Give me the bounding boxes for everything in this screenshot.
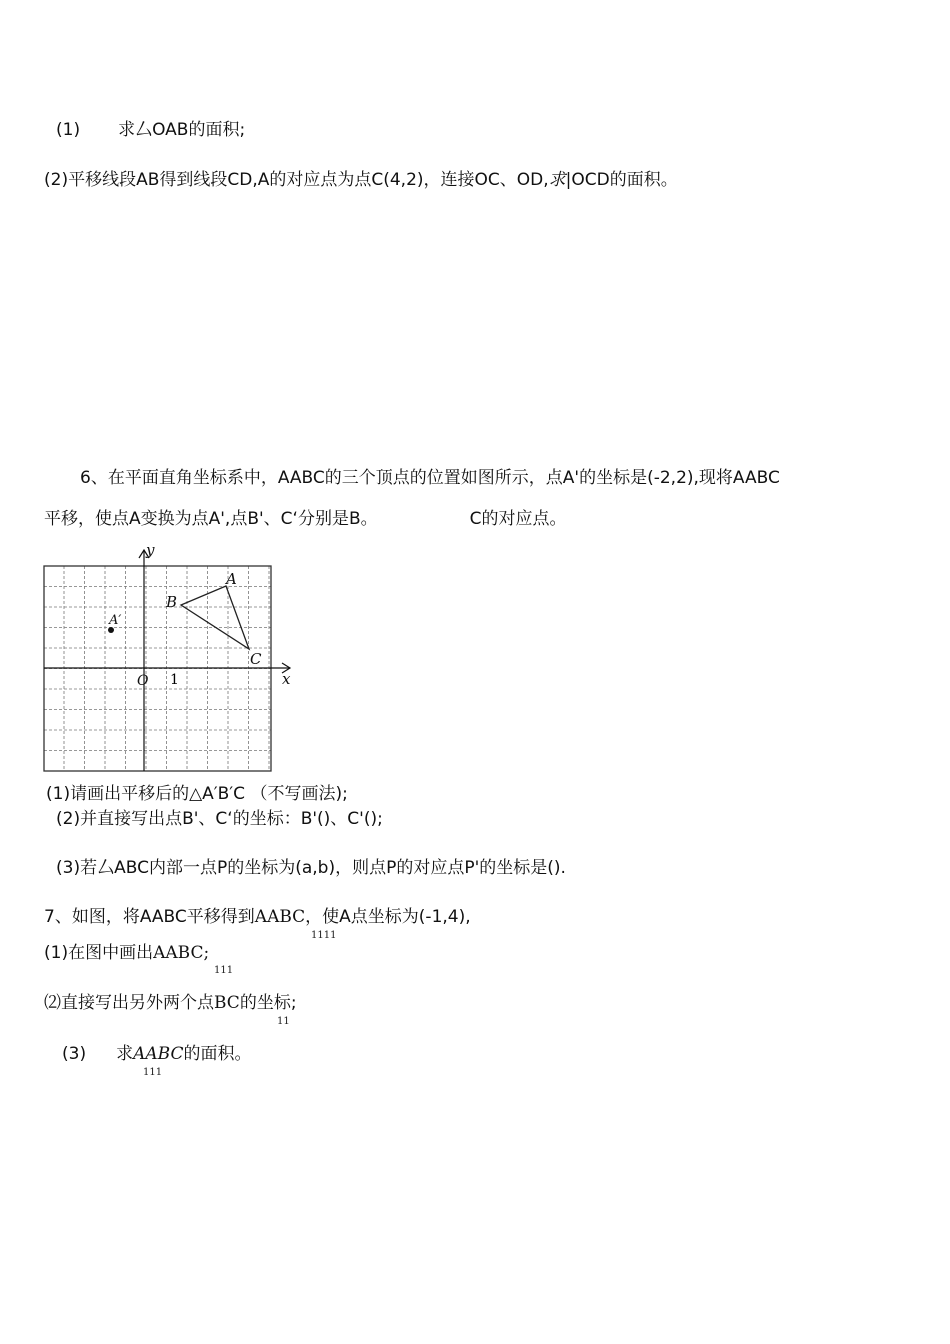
q6-line2 bbox=[44, 511, 566, 528]
q7-line1-a: 7、如图，将AABC平移得到 bbox=[44, 907, 255, 927]
label-one: 1 bbox=[170, 672, 179, 688]
q7-part2-subscript: 11 bbox=[277, 1016, 290, 1027]
label-a: A bbox=[226, 570, 237, 588]
q7-part3-subscript: 111 bbox=[143, 1067, 163, 1078]
q7-line1-subscript: 1111 bbox=[311, 930, 337, 941]
q5-part2-tail: |OCD的面积。 bbox=[565, 170, 678, 190]
coordinate-grid-figure bbox=[40, 542, 300, 777]
q5-part1-text: 求厶OAB的面积; bbox=[118, 120, 246, 140]
q7-part2 bbox=[44, 995, 297, 1012]
q7-part1-subscript: 111 bbox=[214, 965, 234, 976]
label-x: x bbox=[282, 670, 291, 688]
q6-line2-b: C的对应点。 bbox=[469, 509, 567, 529]
q7-part3-number: (3) bbox=[62, 1044, 87, 1064]
q7-part3-c: 的面积。 bbox=[183, 1044, 252, 1064]
label-y: y bbox=[146, 542, 155, 559]
q6-part2: (2)并直接写出点B'、C‘的坐标：B'()、C'(); bbox=[56, 809, 383, 829]
q7-part1-a: (1)在图中画出 bbox=[44, 943, 154, 963]
q7-part1-b: AABC; bbox=[153, 943, 210, 963]
q5-part1-number: (1) bbox=[56, 120, 81, 140]
q7-part2-a: ⑵直接写出另外两个点 bbox=[44, 993, 214, 1013]
q5-part2 bbox=[44, 172, 678, 189]
label-c: C bbox=[250, 650, 262, 668]
q7-part2-c: 的坐标; bbox=[239, 993, 297, 1013]
q7-line1-c: ，使A点坐标为(-1,4), bbox=[305, 907, 471, 927]
q6-part1: (1)请画出平移后的△A′B′C （不写画法); bbox=[46, 784, 348, 804]
q6-part3: (3)若厶ABC内部一点P的坐标为(a,b)，则点P的对应点P'的坐标是(). bbox=[56, 858, 566, 878]
q7-line1-b: AABC bbox=[254, 907, 306, 927]
q5-part2-text: (2)平移线段AB得到线段CD,A的对应点为点C(4,2)，连接OC、OD, bbox=[44, 170, 549, 190]
q7-part3-b: AABC bbox=[133, 1044, 184, 1064]
q7-part1 bbox=[44, 945, 209, 962]
q6-line1: 6、在平面直角坐标系中，AABC的三个顶点的位置如图所示，点A'的坐标是(-2,2),现将AABC bbox=[80, 468, 780, 488]
q7-part3-a: 求 bbox=[116, 1044, 134, 1064]
label-a-prime: A′ bbox=[109, 613, 122, 628]
triangle-abc bbox=[181, 586, 249, 649]
q7-part3 bbox=[62, 1046, 251, 1063]
q7-line1 bbox=[44, 909, 471, 926]
q5-part1 bbox=[56, 122, 245, 139]
q7-part2-b: BC bbox=[214, 993, 240, 1013]
q5-part2-italic: 求 bbox=[548, 170, 566, 190]
label-b: B bbox=[166, 593, 178, 611]
label-origin: O bbox=[137, 673, 149, 689]
q6-line2-a: 平移，使点A变换为点A',点B'、C‘分别是B。 bbox=[44, 509, 378, 529]
